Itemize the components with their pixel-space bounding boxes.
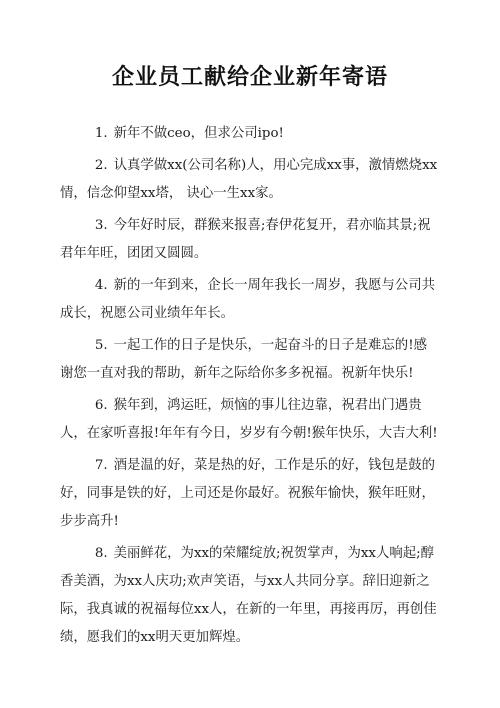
document-title: 企业员工献给企业新年寄语 xyxy=(111,65,388,90)
item-text: 新的一年到来，企长一周年我长一周岁，我愿与公司共成长，祝愿公司业绩年年长。 xyxy=(60,278,435,321)
item-number: 3. xyxy=(94,218,108,233)
item-text: 一起工作的日子是快乐，一起奋斗的日子是难忘的!感谢您一直对我的帮助，新年之际给你多多祝福。祝新年快乐! xyxy=(60,338,427,381)
item-number: 1. xyxy=(94,126,108,141)
list-item xyxy=(60,212,440,268)
document-body xyxy=(60,120,440,656)
item-number: 8. xyxy=(94,546,108,561)
item-text: 美丽鲜花，为xx的荣耀绽放;祝贺掌声，为xx人响起;醇香美酒，为xx人庆功;欢声笑语，与xx人共同分享。辞旧迎新之际，我真诚的祝福每位xx人，在新的一年里，再接再厉，再创佳绩，愿我们的xx明天更加辉煌。 xyxy=(60,546,437,645)
list-item xyxy=(60,120,440,148)
item-number: 4. xyxy=(94,278,108,293)
item-number: 7. xyxy=(94,458,108,473)
list-item xyxy=(60,332,440,388)
list-item xyxy=(60,540,440,652)
item-text: 认真学做xx(公司名称)人，用心完成xx事，激情燃烧xx情，信念仰望xx塔， 诀心一生xx家。 xyxy=(60,158,438,201)
list-item xyxy=(60,152,440,208)
item-text: 酒是温的好，菜是热的好，工作是乐的好，钱包是鼓的好，同事是铁的好，上司还是你最好。祝猴年愉快，猴年旺财，步步高升! xyxy=(60,458,435,529)
list-item xyxy=(60,452,440,536)
list-item xyxy=(60,272,440,328)
item-text: 今年好时辰，群猴来报喜;春伊花复开，君亦临其景;祝君年年旺，团团又圆圆。 xyxy=(60,218,431,261)
item-number: 6. xyxy=(94,398,108,413)
item-number: 5. xyxy=(94,338,108,353)
item-number: 2. xyxy=(94,158,108,173)
item-text: 新年不做ceo，但求公司ipo! xyxy=(113,126,284,141)
item-text: 猴年到，鸿运旺，烦恼的事儿往边靠，祝君出门遇贵人，在家听喜报!年年有今日，岁岁有今朝!猴年快乐，大吉大利! xyxy=(60,398,438,441)
list-item xyxy=(60,392,440,448)
